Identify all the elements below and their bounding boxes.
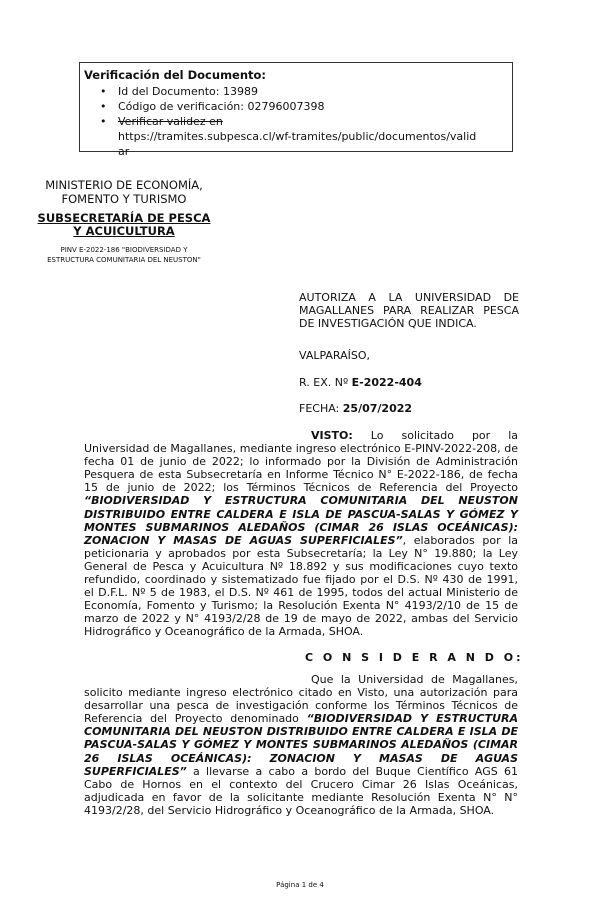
bullet-icon: • xyxy=(100,115,107,128)
verify-url[interactable]: https://tramites.subpesca.cl/wf-tramites/public/documentos/valid xyxy=(118,130,477,143)
ministry-line-1: MINISTERIO DE ECONOMÍA, xyxy=(45,178,203,192)
resolution-number xyxy=(299,376,519,389)
subsecretaria-name xyxy=(24,212,224,238)
list-item xyxy=(100,84,510,99)
visto-text-2: , elaborados por la peticionaria y aprobados por esta Subsecretaría; la Ley N° 19.880; la Ley General de Pesca y Acuicultura Nº 18.892 y sus modificaciones cuyo texto refundido, coordinado y sistematizado fue fijado por el D.S. Nº 430 de 1991, el D.F.L. Nº 5 de 1983, el D.S. Nº 461 de 1995, todos del actual Ministerio de Economía, Fomento y Turismo; la Resolución Exenta N° 4193/2/10 de 15 de marzo de 2022 y N° 4193/2/28 de 19 de mayo de 2022, ambas del Servicio Hidrográfico y Oceanográfico de la Armada, SHOA. xyxy=(84,533,518,639)
date-value: 25/07/2022 xyxy=(342,402,413,415)
subsecretaria-line-2: Y ACUICULTURA xyxy=(73,224,175,238)
list-item xyxy=(100,114,510,129)
bullet-icon: • xyxy=(100,100,107,113)
verification-list xyxy=(100,84,510,159)
city: VALPARAÍSO, xyxy=(299,349,371,362)
list-item[interactable] xyxy=(100,144,510,159)
visto-label: VISTO: xyxy=(311,429,353,442)
subsecretaria-line-1: SUBSECRETARÍA DE PESCA xyxy=(37,211,211,225)
resolution-date xyxy=(299,402,519,415)
visto-paragraph xyxy=(84,429,518,639)
considerando-heading: C O N S I D E R A N D O: xyxy=(305,651,524,664)
pinv-line-1: PINV E-2022-186 "BIODIVERSIDAD Y xyxy=(60,246,188,254)
verify-label: Verificar validez en xyxy=(118,115,223,128)
verification-code: Código de verificación: 02796007398 xyxy=(118,100,325,113)
pinv-line-2: ESTRUCTURA COMUNITARIA DEL NEUSTON" xyxy=(47,256,201,264)
document-id: Id del Documento: 13989 xyxy=(118,85,258,98)
visto-text-1: Lo solicitado por la Universidad de Magallanes, mediante ingreso electrónico E-PINV-2022-208, de fecha 01 de junio de 2022; lo informado por la División de Administración Pesquera de esta Subsecretaría en Informe Técnico N° E-2022-186, de fecha 15 de junio de 2022; los Términos Técnicos de Referencia del Proyecto xyxy=(84,429,518,495)
considerando-text-2: a llevarse a cabo a bordo del Buque Científico AGS 61 Cabo de Hornos en el contexto del Crucero Cimar 26 Islas Oceánicas, adjudicada en favor de la solicitante mediante Resolución Exenta N° N° 4193/2/28, del Servicio Hidrográfico y Oceanográfico de la Armada, SHOA. xyxy=(84,764,518,817)
ministry-line-2: FOMENTO Y TURISMO xyxy=(61,192,187,206)
resolution-subject: AUTORIZA A LA UNIVERSIDAD DE MAGALLANES PARA REALIZAR PESCA DE INVESTIGACIÓN QUE INDICA. xyxy=(299,291,519,330)
page-number: Página 1 de 4 xyxy=(276,881,324,889)
considerando-text-1: Que la Universidad de Magallanes, solicito mediante ingreso electrónico citado en Visto, una autorización para desarrollar una pesca de investigación conforme los Términos Técnicos de Referencia del Proyecto denominado xyxy=(84,673,518,726)
bullet-icon: • xyxy=(100,85,107,98)
ministry-name xyxy=(24,178,224,206)
verify-url-end[interactable]: ar xyxy=(118,145,130,158)
verification-title: Verificación del Documento: xyxy=(84,68,267,82)
considerando-paragraph xyxy=(84,673,518,817)
considerando-project-title: “BIODIVERSIDAD Y ESTRUCTURA COMUNITARIA DEL NEUSTON DISTRIBUIDO ENTRE CALDERA E ISLA DE PASCUA-SALAS Y GÓMEZ Y MONTES SUBMARINOS ALEDAÑOS (CIMAR 26 ISLAS OCEÁNICAS): ZONACION Y MASAS DE AGUAS SUPERFICIALES” xyxy=(84,712,518,778)
rex-number: E-2022-404 xyxy=(351,376,422,389)
visto-project-title: “BIODIVERSIDAD Y ESTRUCTURA COMUNITARIA DEL NEUSTON DISTRIBUIDO ENTRE CALDERA E ISLA DE PASCUA-SALAS Y GÓMEZ Y MONTES SUBMARINOS ALEDAÑOS (CIMAR 26 ISLAS OCEÁNICAS): ZONACION Y MASAS DE AGUAS SUPERFICIALES” xyxy=(84,494,518,547)
list-item[interactable] xyxy=(100,129,510,144)
list-item xyxy=(100,99,510,114)
pinv-reference xyxy=(14,245,234,265)
date-label: FECHA: xyxy=(299,402,343,415)
rex-label: R. EX. Nº xyxy=(299,376,352,389)
